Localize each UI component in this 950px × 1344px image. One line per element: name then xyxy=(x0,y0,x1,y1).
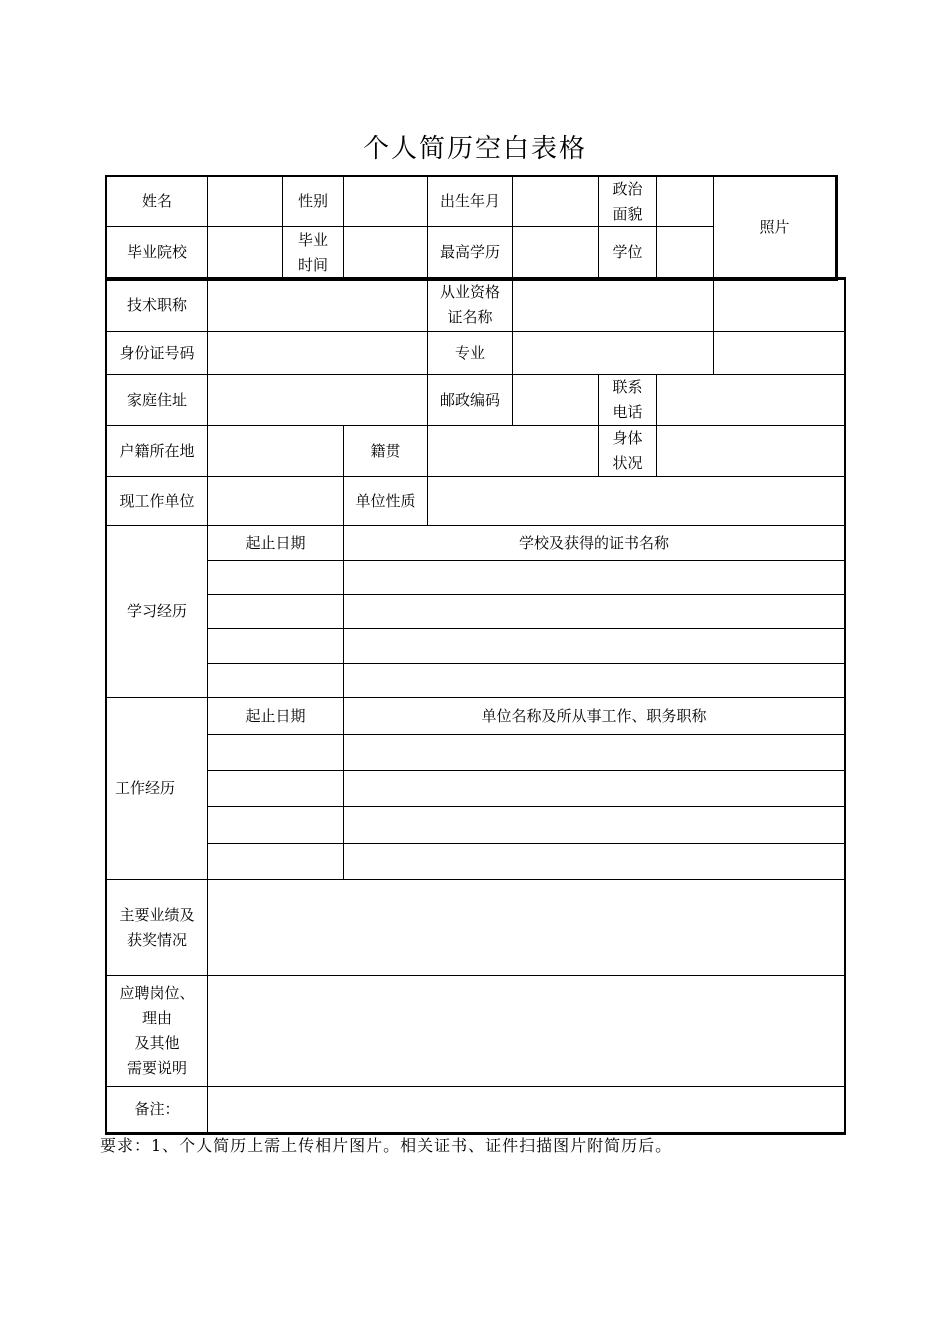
label-gender: 性别 xyxy=(282,176,344,227)
id-number-field[interactable] xyxy=(207,331,428,375)
label-qualification: 从业资格 证名称 xyxy=(427,278,513,332)
work-date-cell[interactable] xyxy=(207,734,344,771)
label-phone: 联系 电话 xyxy=(598,374,657,426)
study-content-header: 学校及获得的证书名称 xyxy=(343,525,845,561)
label-employer-type: 单位性质 xyxy=(343,476,428,526)
label-hukou: 户籍所在地 xyxy=(106,425,208,477)
label-application: 应聘岗位、 理由 及其他 需要说明 xyxy=(106,975,208,1087)
label-address: 家庭住址 xyxy=(106,374,208,426)
grad-time-field[interactable] xyxy=(343,226,428,279)
degree-field[interactable] xyxy=(656,226,714,279)
study-date-header: 起止日期 xyxy=(207,525,344,561)
photo-extra-box-1[interactable] xyxy=(713,279,845,332)
birth-field[interactable] xyxy=(512,176,599,227)
study-date-cell[interactable] xyxy=(207,628,344,664)
remarks-field[interactable] xyxy=(207,1086,845,1133)
label-study-history: 学习经历 xyxy=(106,525,208,698)
work-content-header: 单位名称及所从事工作、职务职称 xyxy=(343,697,845,735)
work-content-cell[interactable] xyxy=(343,734,845,771)
photo-box[interactable]: 照片 xyxy=(713,176,836,279)
label-employer: 现工作单位 xyxy=(106,476,208,526)
label-highest-edu: 最高学历 xyxy=(427,226,513,279)
work-date-cell[interactable] xyxy=(207,770,344,807)
footer-note: 要求：1、个人简历上需上传相片图片。相关证书、证件扫描图片附简历后。 xyxy=(100,1136,673,1155)
work-date-cell[interactable] xyxy=(207,843,344,880)
native-place-field[interactable] xyxy=(427,425,599,477)
label-grad-time: 毕业 时间 xyxy=(282,226,344,279)
hukou-field[interactable] xyxy=(207,425,344,477)
employer-type-field[interactable] xyxy=(427,476,845,526)
name-field[interactable] xyxy=(207,176,283,227)
study-content-cell[interactable] xyxy=(343,663,845,698)
work-date-cell[interactable] xyxy=(207,806,344,844)
health-field[interactable] xyxy=(656,425,845,477)
postcode-field[interactable] xyxy=(512,374,599,426)
label-tech-title: 技术职称 xyxy=(106,278,208,332)
label-health: 身体 状况 xyxy=(598,425,657,477)
politics-field[interactable] xyxy=(656,176,714,227)
tech-title-field[interactable] xyxy=(207,278,428,332)
study-content-cell[interactable] xyxy=(343,594,845,629)
label-achievements: 主要业绩及 获奖情况 xyxy=(106,879,208,976)
major-field[interactable] xyxy=(512,331,714,375)
gender-field[interactable] xyxy=(343,176,428,227)
study-date-cell[interactable] xyxy=(207,560,344,595)
study-date-cell[interactable] xyxy=(207,594,344,629)
work-content-cell[interactable] xyxy=(343,843,845,880)
employer-field[interactable] xyxy=(207,476,344,526)
label-school: 毕业院校 xyxy=(106,226,208,279)
achievements-field[interactable] xyxy=(207,879,845,976)
application-field[interactable] xyxy=(207,975,845,1087)
label-remarks: 备注： xyxy=(106,1086,208,1133)
label-work-history: 工作经历 xyxy=(106,697,208,880)
highest-edu-field[interactable] xyxy=(512,226,599,279)
work-content-cell[interactable] xyxy=(343,806,845,844)
phone-field[interactable] xyxy=(656,374,845,426)
work-date-header: 起止日期 xyxy=(207,697,344,735)
label-postcode: 邮政编码 xyxy=(427,374,513,426)
address-field[interactable] xyxy=(207,374,428,426)
study-content-cell[interactable] xyxy=(343,560,845,595)
work-content-cell[interactable] xyxy=(343,770,845,807)
page-title: 个人简历空白表格 xyxy=(362,134,587,164)
label-politics: 政治 面貌 xyxy=(598,176,657,227)
label-native-place: 籍贯 xyxy=(343,425,428,477)
study-content-cell[interactable] xyxy=(343,628,845,664)
school-field[interactable] xyxy=(207,226,283,279)
label-birth: 出生年月 xyxy=(427,176,513,227)
photo-extra-box-2[interactable] xyxy=(713,331,845,375)
label-degree: 学位 xyxy=(598,226,657,279)
label-id-number: 身份证号码 xyxy=(106,331,208,375)
label-name: 姓名 xyxy=(106,176,208,227)
qualification-field[interactable] xyxy=(512,278,714,332)
label-major: 专业 xyxy=(427,331,513,375)
study-date-cell[interactable] xyxy=(207,663,344,698)
